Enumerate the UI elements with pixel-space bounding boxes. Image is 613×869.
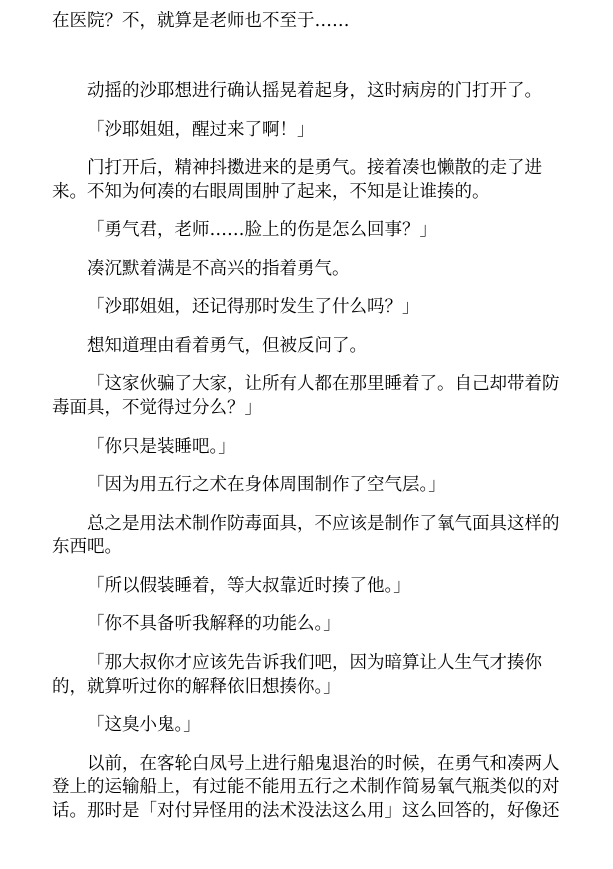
text-line: 「你只是装睡吧。」 (87, 436, 236, 457)
text-line: 东西吧。 (52, 537, 122, 558)
dialogue-paragraph (52, 714, 613, 738)
text-line: 话。那时是「对付异怪用的法术没法这么用」这么回答的，好像还 (52, 801, 560, 822)
text-line: 凑沉默着满是不高兴的指着勇气。 (87, 258, 350, 279)
narration-paragraph (52, 753, 613, 824)
text-line: 想知道理由看着勇气，但被反问了。 (87, 335, 367, 356)
text-line: 的，就算听过你的解释依旧想揍你。」 (52, 676, 341, 697)
text-line: 「所以假装睡着，等大叔靠近时揍了他。」 (87, 575, 411, 596)
text-line: 「那大叔你才应该先告诉我们吧，因为暗算让人生气才揍你 (87, 652, 542, 673)
text-line: 毒面具，不觉得过分么？」 (52, 398, 262, 419)
text-line: 「因为用五行之术在身体周围制作了空气层。」 (87, 475, 446, 496)
dialogue-paragraph (52, 373, 613, 420)
narration-paragraph (52, 10, 613, 34)
dialogue-paragraph (52, 296, 613, 320)
narration-paragraph (52, 335, 613, 359)
text-line: 在医院？不，就算是老师也不至于…… (52, 11, 350, 31)
text-line: 门打开后，精神抖擞进来的是勇气。接着凑也懒散的走了进 (87, 158, 542, 179)
dialogue-paragraph (52, 219, 613, 243)
text-line: 「你不具备听我解释的功能么。」 (87, 614, 341, 635)
text-line: 总之是用法术制作防毒面具，不应该是制作了氧气面具这样的 (87, 513, 560, 534)
narration-paragraph (52, 80, 613, 104)
text-line: 动摇的沙耶想进行确认摇晃着起身，这时病房的门打开了。 (87, 80, 542, 101)
dialogue-paragraph (52, 613, 613, 637)
dialogue-paragraph (52, 474, 613, 498)
text-line: 「沙耶姐姐，还记得那时发生了什么吗？」 (87, 297, 420, 318)
dialogue-paragraph (52, 436, 613, 460)
text-line: 「这家伙骗了大家，让所有人都在那里睡着了。自己却带着防 (87, 374, 560, 395)
narration-paragraph (52, 157, 613, 204)
dialogue-paragraph (52, 575, 613, 599)
text-line: 「这臭小鬼。」 (87, 715, 201, 736)
narration-paragraph (52, 258, 613, 282)
dialogue-paragraph (52, 119, 613, 143)
text-line: 登上的运输船上，有过能不能用五行之术制作简易氧气瓶类似的对 (52, 777, 560, 798)
dialogue-paragraph (52, 652, 613, 699)
text-line: 「勇气君，老师……脸上的伤是怎么回事？」 (87, 220, 437, 241)
text-line: 「沙耶姐姐，醒过来了啊！」 (87, 119, 315, 140)
text-line: 以前，在客轮白凤号上进行船鬼退治的时候，在勇气和凑两人 (87, 753, 560, 774)
narration-paragraph (52, 513, 613, 560)
text-line: 来。不知为何凑的右眼周围肿了起来，不知是让谁揍的。 (52, 181, 490, 202)
